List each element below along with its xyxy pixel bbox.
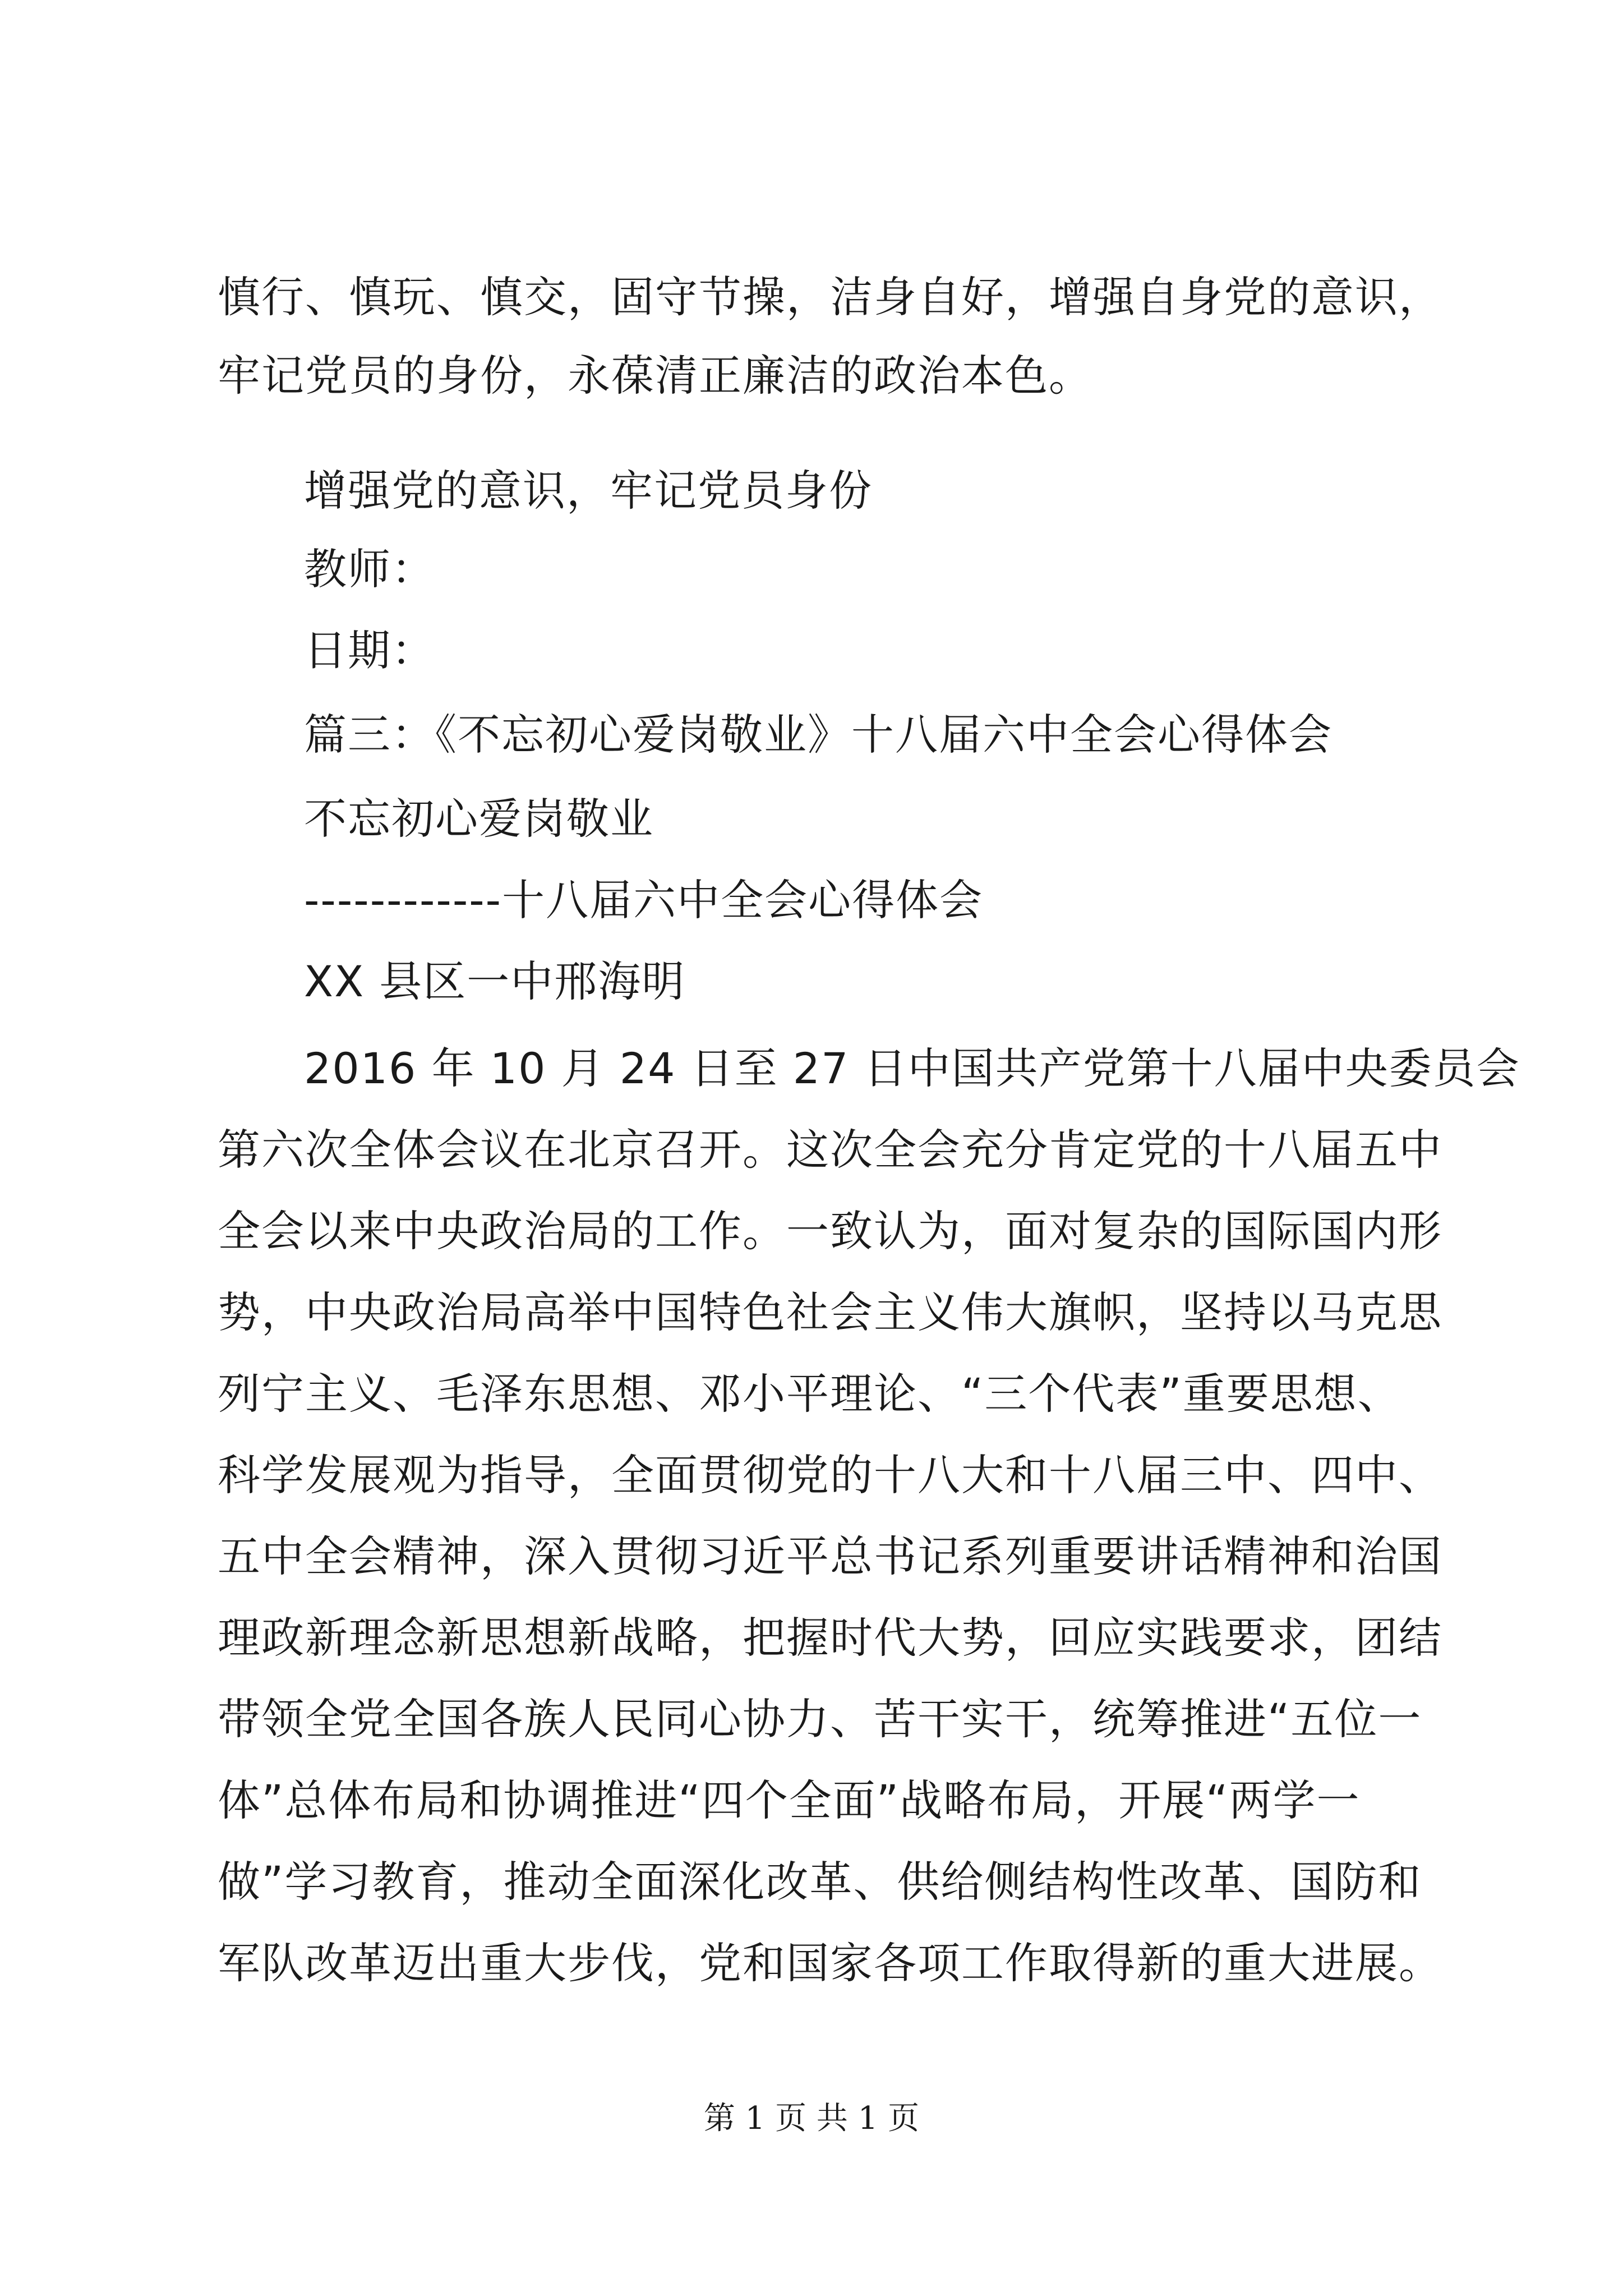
- chapter-title: 篇三：《不忘初心爱岗敬业》十八届六中全会心得体会: [304, 710, 1332, 760]
- article-title: 不忘初心爱岗敬业: [304, 794, 654, 844]
- body-text-line: 慎行、慎玩、慎交，固守节操，洁身自好，增强自身党的意识，: [218, 272, 1442, 322]
- body-text-line: 势，中央政治局高举中国特色社会主义伟大旗帜，坚持以马克思: [218, 1287, 1442, 1337]
- page-footer: 第 1 页 共 1 页: [703, 2100, 920, 2137]
- body-text-line: 2016 年 10 月 24 日至 27 日中国共产党第十八届中央委员会: [304, 1043, 1520, 1093]
- body-text-line: 五中全会精神，深入贯彻习近平总书记系列重要讲话精神和治国: [218, 1531, 1442, 1581]
- body-text-line: 带领全党全国各族人民同心协力、苦干实干，统筹推进“五位一: [218, 1694, 1422, 1744]
- body-text-line: 军队改革迈出重大步伐，党和国家各项工作取得新的重大进展。: [218, 1938, 1442, 1988]
- teacher-label: 教师：: [304, 544, 435, 594]
- body-text-line: 牢记党员的身份，永葆清正廉洁的政治本色。: [218, 351, 1092, 401]
- body-text-line: 体”总体布局和协调推进“四个全面”战略布局，开展“两学一: [218, 1775, 1361, 1825]
- body-text-line: 第六次全体会议在北京召开。这次全会充分肯定党的十八届五中: [218, 1125, 1442, 1175]
- body-text-line: 理政新理念新思想新战略，把握时代大势，回应实践要求，团结: [218, 1613, 1442, 1663]
- body-text-line: 全会以来中央政治局的工作。一致认为，面对复杂的国际国内形: [218, 1206, 1442, 1256]
- body-text-line: 列宁主义、毛泽东思想、邓小平理论、“三个代表”重要思想、: [218, 1369, 1401, 1419]
- author-line: XX 县区一中邢海明: [304, 956, 686, 1006]
- body-text-line: 科学发展观为指导，全面贯彻党的十八大和十八届三中、四中、: [218, 1450, 1442, 1500]
- date-label: 日期：: [304, 625, 435, 675]
- body-text-line: 做”学习教育，推动全面深化改革、供给侧结构性改革、国防和: [218, 1857, 1422, 1907]
- article-subtitle: ------------十八届六中全会心得体会: [304, 875, 984, 925]
- section-heading: 增强党的意识，牢记党员身份: [304, 466, 873, 516]
